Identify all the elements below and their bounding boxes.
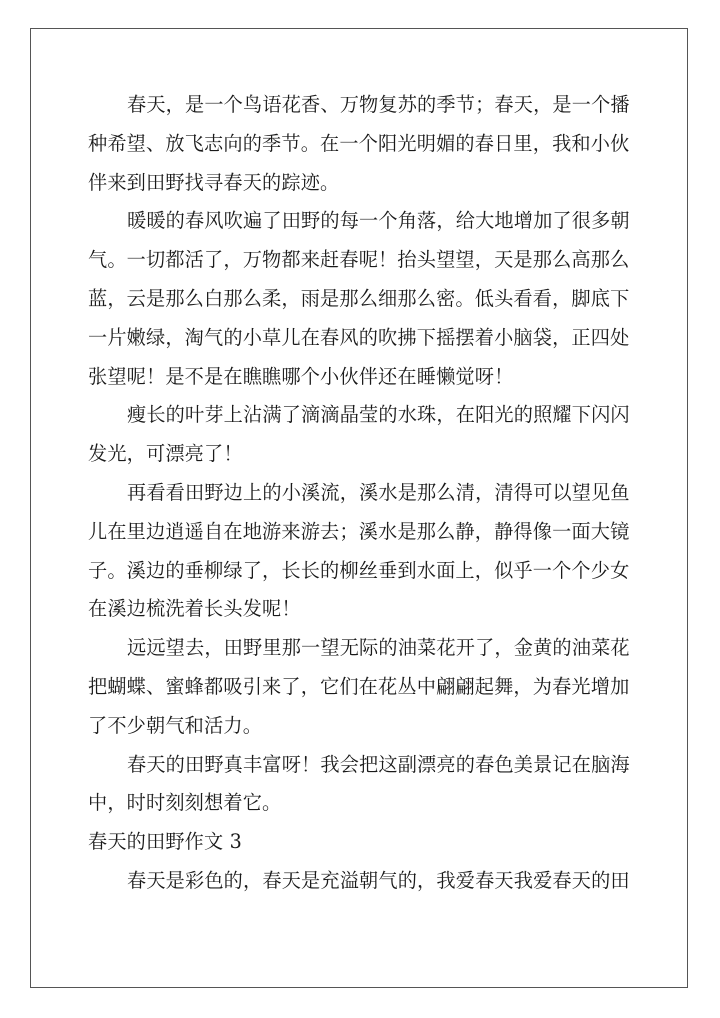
text-line: 张望呢！是不是在瞧瞧哪个小伙伴还在睡懒觉呀！ [88, 364, 514, 388]
text-line: 一片嫩绿，淘气的小草儿在春风的吹拂下摇摆着小脑袋，正四处 [88, 325, 630, 349]
text-line: 了不少朝气和活力。 [88, 713, 263, 737]
text-line: 把蝴蝶、蜜蜂都吸引来了，它们在花丛中翩翩起舞，为春光增加 [88, 674, 630, 698]
text-line: 蓝，云是那么白那么柔，雨是那么细那么密。低头看看，脚底下 [88, 286, 630, 310]
text-line: 远远望去，田野里那一望无际的油菜花开了，金黄的油菜花 [127, 636, 630, 660]
text-line: 春天，是一个鸟语花香、万物复苏的季节；春天，是一个播 [127, 93, 630, 116]
text-line: 伴来到田野找寻春天的踪迹。 [88, 170, 340, 194]
text-line: 气。一切都活了，万物都来赶春呢！抬头望望，天是那么高那么 [88, 248, 630, 272]
text-line: 子。溪边的垂柳绿了，长长的柳丝垂到水面上，似乎一个个少女 [88, 558, 630, 582]
text-line: 春天的田野真丰富呀！我会把这副漂亮的春色美景记在脑海 [127, 752, 630, 776]
text-line: 在溪边梳洗着长头发呢！ [88, 597, 301, 621]
section-heading: 春天的田野作文 3 [88, 830, 242, 854]
text-line: 儿在里边逍遥自在地游来游去；溪水是那么静，静得像一面大镜 [88, 519, 630, 543]
text-line: 种希望、放飞志向的季节。在一个阳光明媚的春日里，我和小伙 [88, 131, 630, 155]
text-line: 中，时时刻刻想着它。 [88, 791, 282, 815]
text-line: 发光，可漂亮了！ [88, 442, 243, 466]
text-line: 春天是彩色的，春天是充溢朝气的，我爱春天我爱春天的田 [127, 868, 630, 892]
text-line: 再看看田野边上的小溪流，溪水是那么清，清得可以望见鱼 [127, 480, 630, 504]
document-body [88, 86, 638, 901]
text-line: 瘦长的叶芽上沾满了滴滴晶莹的水珠，在阳光的照耀下闪闪 [127, 403, 630, 427]
text-line: 暖暖的春风吹遍了田野的每一个角落，给大地增加了很多朝 [127, 209, 630, 233]
